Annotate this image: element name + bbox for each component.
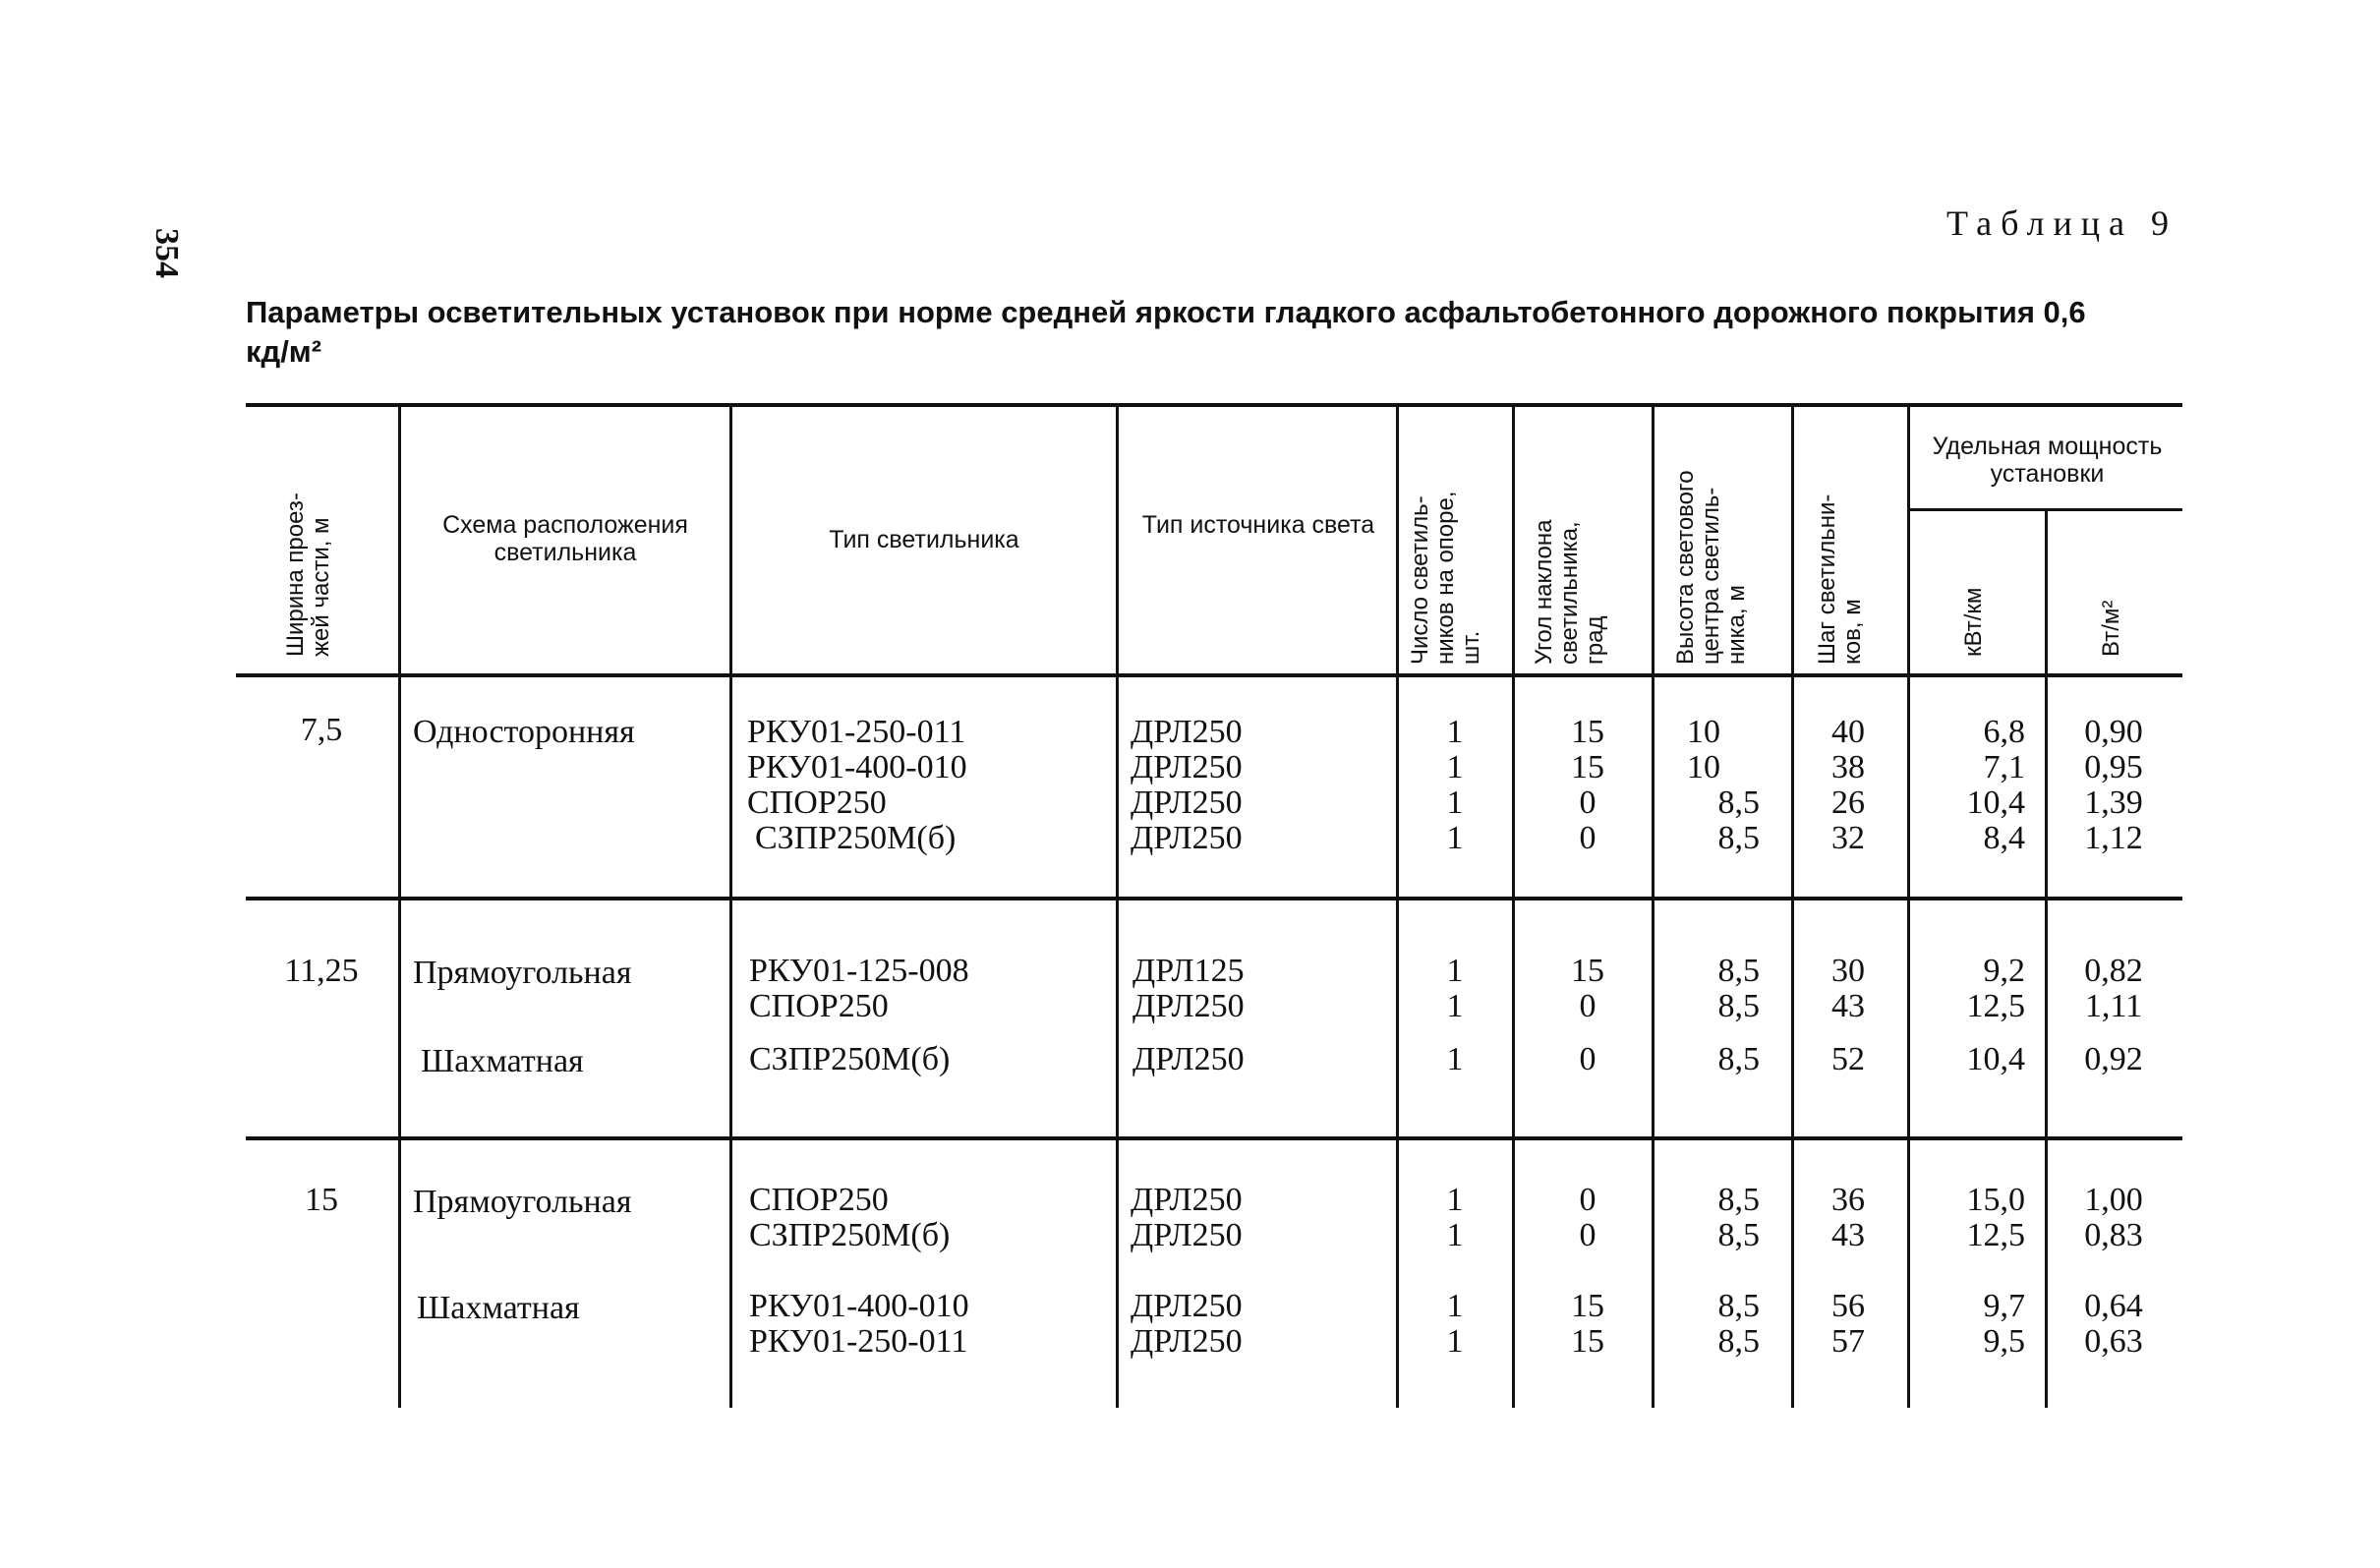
col-divider-6: [1652, 405, 1654, 1408]
step-cell: 52: [1831, 1041, 1865, 1077]
kwkm-cell: 15,0: [1966, 1182, 2025, 1218]
step-cell: 43: [1831, 988, 1865, 1024]
kwkm-cell: 9,7: [1983, 1288, 2025, 1324]
angle-cell: 15: [1571, 953, 1604, 989]
source-cell: ДРЛ250: [1131, 749, 1243, 785]
angle-cell: 0: [1579, 1182, 1596, 1218]
wm2-cell: 1,11: [2084, 988, 2143, 1024]
col-divider-1: [398, 405, 401, 1408]
header-wm2: Вт/м²: [2098, 600, 2124, 657]
kwkm-cell: 10,4: [1966, 784, 2025, 821]
kwkm-cell: 6,8: [1983, 714, 2025, 750]
page-number: 354: [148, 228, 185, 278]
scheme-cell: Шахматная: [421, 1043, 584, 1079]
col-divider-3: [1116, 405, 1119, 1408]
height-cell: 8,5: [1717, 1182, 1760, 1218]
col-divider-8: [1907, 405, 1910, 1408]
luminaire-cell: РКУ01-125-008: [749, 953, 969, 989]
height-cell: 8,5: [1717, 820, 1760, 856]
scheme-cell: Односторонняя: [413, 714, 635, 750]
luminaire-cell: РКУ01-400-010: [747, 749, 967, 785]
height-cell: 8,5: [1717, 1217, 1760, 1253]
wm2-cell: 0,64: [2084, 1288, 2143, 1324]
luminaire-cell: СЗПР250М(б): [755, 820, 957, 856]
step-cell: 38: [1831, 749, 1865, 785]
header-source: Тип источника света: [1141, 511, 1375, 539]
height-cell: 8,5: [1717, 1041, 1760, 1077]
step-cell: 43: [1831, 1217, 1865, 1253]
header-height: Высота светового центра светиль- ника, м: [1672, 470, 1750, 665]
wm2-cell: 0,95: [2084, 749, 2143, 785]
wm2-cell: 0,92: [2084, 1041, 2143, 1077]
angle-cell: 15: [1571, 1323, 1604, 1360]
count-cell: 1: [1446, 749, 1464, 785]
source-cell: ДРЛ250: [1131, 714, 1243, 750]
wm2-cell: 0,90: [2084, 714, 2143, 750]
wm2-cell: 1,39: [2084, 784, 2143, 821]
header-scheme: Схема расположения светильника: [442, 511, 688, 566]
luminaire-cell: РКУ01-250-011: [747, 714, 966, 750]
luminaire-cell: СПОР250: [749, 988, 889, 1024]
header-kwkm: кВт/км: [1960, 587, 1987, 657]
group-rule-1: [246, 897, 2182, 900]
scheme-cell: Прямоугольная: [413, 955, 632, 991]
step-cell: 56: [1831, 1288, 1865, 1324]
count-cell: 1: [1446, 714, 1464, 750]
header-power: Удельная мощность установки: [1932, 433, 2163, 488]
source-cell: ДРЛ250: [1131, 820, 1243, 856]
angle-cell: 0: [1579, 820, 1596, 856]
source-cell: ДРЛ250: [1132, 1041, 1245, 1077]
wm2-cell: 1,12: [2084, 820, 2143, 856]
height-cell: 10: [1687, 749, 1720, 785]
luminaire-cell: РКУ01-250-011: [749, 1323, 968, 1360]
count-cell: 1: [1446, 1217, 1464, 1253]
luminaire-cell: СЗПР250М(б): [749, 1217, 951, 1253]
header-width: Ширина проез- жей части, м: [282, 493, 334, 657]
kwkm-cell: 10,4: [1966, 1041, 2025, 1077]
col-divider-2: [729, 405, 732, 1408]
count-cell: 1: [1446, 988, 1464, 1024]
step-cell: 40: [1831, 714, 1865, 750]
height-cell: 10: [1687, 714, 1720, 750]
count-cell: 1: [1446, 953, 1464, 989]
count-cell: 1: [1446, 1182, 1464, 1218]
count-cell: 1: [1446, 784, 1464, 821]
height-cell: 8,5: [1717, 1288, 1760, 1324]
kwkm-cell: 12,5: [1966, 988, 2025, 1024]
scheme-cell: Прямоугольная: [413, 1184, 632, 1220]
col-divider-7: [1791, 405, 1794, 1408]
step-cell: 26: [1831, 784, 1865, 821]
angle-cell: 0: [1579, 988, 1596, 1024]
header-luminaire: Тип светильника: [829, 526, 1019, 553]
angle-cell: 15: [1571, 1288, 1604, 1324]
angle-cell: 0: [1579, 1217, 1596, 1253]
width-cell: 15: [305, 1182, 338, 1218]
height-cell: 8,5: [1717, 988, 1760, 1024]
count-cell: 1: [1446, 1288, 1464, 1324]
group-rule-2: [246, 1136, 2182, 1140]
header-count: Число светиль- ников на опоре, шт.: [1407, 491, 1484, 665]
luminaire-cell: СПОР250: [749, 1182, 889, 1218]
angle-cell: 0: [1579, 784, 1596, 821]
wm2-cell: 0,63: [2084, 1323, 2143, 1360]
header-angle: Угол наклона светильника, град: [1531, 519, 1608, 665]
kwkm-cell: 9,2: [1983, 953, 2025, 989]
source-cell: ДРЛ250: [1131, 784, 1243, 821]
wm2-cell: 0,82: [2084, 953, 2143, 989]
angle-cell: 15: [1571, 749, 1604, 785]
angle-cell: 15: [1571, 714, 1604, 750]
angle-cell: 0: [1579, 1041, 1596, 1077]
step-cell: 30: [1831, 953, 1865, 989]
kwkm-cell: 12,5: [1966, 1217, 2025, 1253]
table-label: Таблица 9: [1946, 203, 2177, 243]
source-cell: ДРЛ250: [1131, 1217, 1243, 1253]
height-cell: 8,5: [1717, 1323, 1760, 1360]
header-step: Шаг светильни- ков, м: [1814, 494, 1866, 665]
source-cell: ДРЛ250: [1132, 988, 1245, 1024]
table-top-rule: [246, 403, 2182, 407]
header-bottom-rule: [236, 673, 2182, 677]
width-cell: 11,25: [284, 953, 359, 989]
kwkm-cell: 9,5: [1983, 1323, 2025, 1360]
step-cell: 32: [1831, 820, 1865, 856]
col-divider-9: [2045, 510, 2048, 1408]
kwkm-cell: 7,1: [1983, 749, 2025, 785]
height-cell: 8,5: [1717, 953, 1760, 989]
scheme-cell: Шахматная: [417, 1290, 580, 1326]
luminaire-cell: СПОР250: [747, 784, 887, 821]
width-cell: 7,5: [300, 712, 343, 748]
step-cell: 36: [1831, 1182, 1865, 1218]
col-divider-5: [1512, 405, 1515, 1408]
wm2-cell: 0,83: [2084, 1217, 2143, 1253]
table-title: Параметры осветительных установок при норме средней яркости гладкого асфальтобетонного дорожного покрытия 0,6 кд/м²: [246, 295, 2086, 369]
col-divider-4: [1396, 405, 1399, 1408]
luminaire-cell: РКУ01-400-010: [749, 1288, 969, 1324]
height-cell: 8,5: [1717, 784, 1760, 821]
source-cell: ДРЛ125: [1132, 953, 1245, 989]
step-cell: 57: [1831, 1323, 1865, 1360]
count-cell: 1: [1446, 820, 1464, 856]
source-cell: ДРЛ250: [1131, 1288, 1243, 1324]
source-cell: ДРЛ250: [1131, 1323, 1243, 1360]
wm2-cell: 1,00: [2084, 1182, 2143, 1218]
luminaire-cell: СЗПР250М(б): [749, 1041, 951, 1077]
count-cell: 1: [1446, 1323, 1464, 1360]
count-cell: 1: [1446, 1041, 1464, 1077]
source-cell: ДРЛ250: [1131, 1182, 1243, 1218]
kwkm-cell: 8,4: [1983, 820, 2025, 856]
